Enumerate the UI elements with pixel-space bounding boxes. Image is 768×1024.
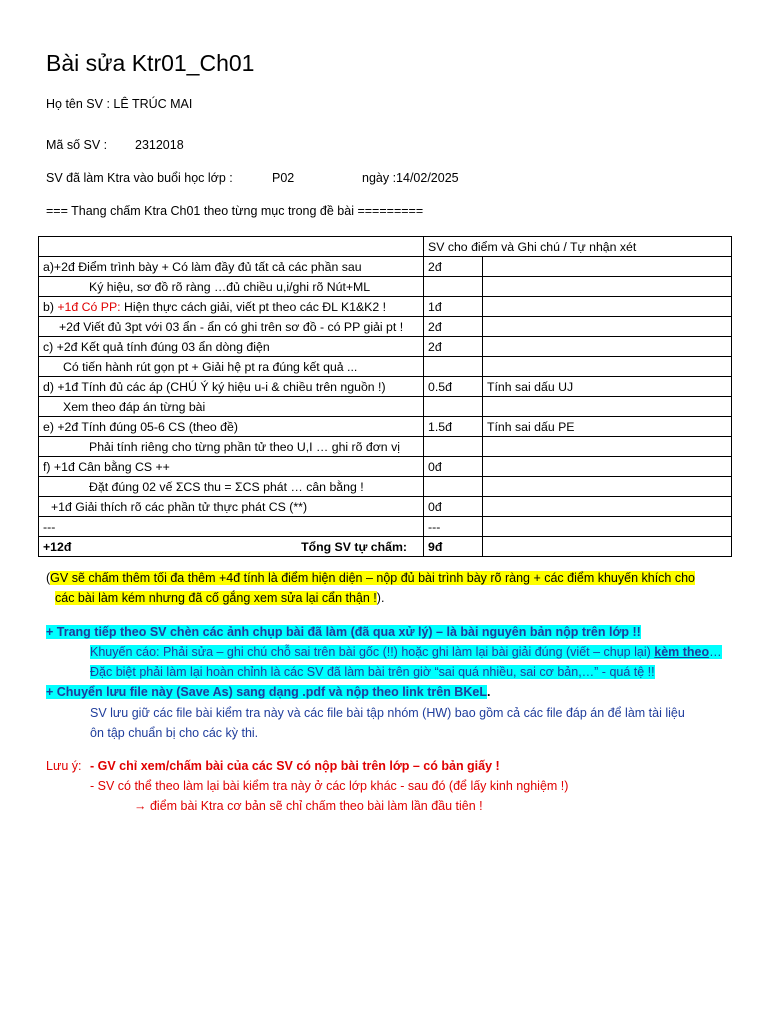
note-cell — [483, 357, 732, 377]
criterion-text: Xem theo đáp án từng bài — [63, 399, 206, 414]
total-max-points: +12đ — [43, 539, 72, 554]
criterion-text: --- — [43, 519, 56, 534]
table-row — [39, 277, 732, 297]
criterion-text: Có tiến hành rút gọn pt + Giải hệ pt ra đúng kết quả ... — [63, 359, 358, 374]
criterion-cell — [39, 277, 424, 297]
instruction-recommendation-end: … — [709, 645, 722, 659]
instruction-redo: Đặc biệt phải làm lại hoàn chỉnh là các SV đã làm bài trên giờ “sai quá nhiều, sai cơ bản,…” - quá tệ !! — [90, 665, 655, 679]
table-row — [39, 517, 732, 537]
score-cell: 1.5đ — [424, 417, 483, 437]
note-yellow-close: ). — [376, 591, 385, 605]
criterion-cell — [39, 377, 424, 397]
total-note-cell — [483, 537, 732, 557]
note-cell — [483, 337, 732, 357]
criterion-text: e) +2đ Tính đúng 05-6 CS (theo đề) — [43, 419, 238, 434]
criterion-text: d) +1đ Tính đủ các áp (CHÚ Ý ký hiệu u-i & chiều trên nguồn !) — [43, 379, 386, 394]
criterion-cell — [39, 477, 424, 497]
criterion-cell — [39, 397, 424, 417]
note-cell — [483, 437, 732, 457]
note-yellow-line1 — [46, 571, 695, 585]
student-id-label: Mã số SV : — [46, 138, 108, 152]
table-row — [39, 297, 732, 317]
date-label: ngày :14/02/2025 — [362, 171, 459, 185]
criterion-cell — [39, 457, 424, 477]
note-cell — [483, 477, 732, 497]
note-cell — [483, 277, 732, 297]
instruction-save-pdf-end: . — [486, 685, 491, 699]
score-cell — [424, 277, 483, 297]
note-cell — [483, 457, 732, 477]
instruction-save-pdf — [46, 685, 490, 699]
table-row — [39, 457, 732, 477]
instruction-keep-files: SV lưu giữ các file bài kiểm tra này và các file bài tập nhóm (HW) bao gồm cả các file đáp án để làm tài liệu — [90, 706, 685, 720]
instruction-review: ôn tập chuẩn bị cho các kỳ thi. — [90, 726, 259, 740]
table-row — [39, 417, 732, 437]
score-cell: 0.5đ — [424, 377, 483, 397]
table-row — [39, 477, 732, 497]
criterion-text: Phải tính riêng cho từng phần tử theo U,I … ghi rõ đơn vị — [89, 439, 400, 454]
table-row — [39, 317, 732, 337]
total-cell — [39, 537, 424, 557]
note-yellow-open: ( — [46, 571, 51, 585]
score-cell: 0đ — [424, 497, 483, 517]
total-label: Tổng SV tự chấm: — [301, 539, 407, 554]
instruction-recommendation — [90, 645, 722, 659]
note-cell — [483, 257, 732, 277]
score-cell: 2đ — [424, 257, 483, 277]
criterion-cell — [39, 517, 424, 537]
student-name-line — [46, 97, 192, 111]
criterion-cell — [39, 297, 424, 317]
instruction-recommendation-underline: kèm theo — [654, 645, 710, 659]
score-cell — [424, 437, 483, 457]
table-row — [39, 397, 732, 417]
table-row — [39, 497, 732, 517]
luu-y-line2: - SV có thể theo làm lại bài kiểm tra này ở các lớp khác - sau đó (để lấy kinh nghiệm !) — [90, 779, 569, 793]
note-cell — [483, 317, 732, 337]
page-title: Bài sửa Ktr01_Ch01 — [46, 50, 255, 76]
score-cell: 0đ — [424, 457, 483, 477]
score-cell — [424, 357, 483, 377]
total-row — [39, 537, 732, 557]
student-name-label: Họ tên SV : — [46, 97, 110, 111]
criterion-text-end: Hiện thực cách giải, viết pt theo các ĐL K1&K2 ! — [120, 299, 387, 314]
criterion-text: c) +2đ Kết quả tính đúng 03 ẩn dòng điện — [43, 339, 270, 354]
criterion-text: Đặt đúng 02 vế ΣCS thu = ΣCS phát … cân bằng ! — [89, 479, 364, 494]
note-yellow-text2: các bài làm kém nhưng đã cố gắng xem sửa lại cẩn thận ! — [55, 591, 377, 605]
instruction-recommendation-text: Khuyến cáo: Phải sửa – ghi chú chỗ sai trên bài gốc (!!) hoặc ghi làm lại bài giải đúng (viết – chụp lại) — [90, 645, 655, 659]
note-cell — [483, 397, 732, 417]
criterion-highlight: +1đ Có PP: — [57, 299, 121, 314]
criterion-cell — [39, 357, 424, 377]
score-cell: --- — [424, 517, 483, 537]
criterion-text: a)+2đ Điểm trình bày + Có làm đầy đủ tất cả các phần sau — [43, 259, 362, 274]
criterion-cell — [39, 317, 424, 337]
instruction-insert-photos: + Trang tiếp theo SV chèn các ảnh chụp bài đã làm (đã qua xử lý) – là bài nguyên bản nộp trên lớp !! — [46, 625, 641, 639]
student-name-value: LÊ TRÚC MAI — [113, 97, 193, 111]
section-header: === Thang chấm Ktra Ch01 theo từng mục trong đề bài ========= — [46, 204, 424, 218]
score-cell: 1đ — [424, 297, 483, 317]
class-value: P02 — [272, 171, 295, 185]
table-row — [39, 437, 732, 457]
luu-y-line1: - GV chỉ xem/chấm bài của các SV có nộp bài trên lớp – có bản giấy ! — [90, 759, 500, 773]
note-yellow-line2 — [55, 591, 384, 605]
note-cell — [483, 497, 732, 517]
note-cell — [483, 297, 732, 317]
note-yellow-text1: GV sẽ chấm thêm tối đa thêm +4đ tính là điểm hiện diện – nộp đủ bài trình bày rõ ràng + các điểm khuyến khích cho — [50, 571, 695, 585]
class-label: SV đã làm Ktra vào buổi học lớp : — [46, 171, 233, 185]
score-cell: 2đ — [424, 337, 483, 357]
criterion-text: +1đ Giải thích rõ các phần tử thực phát CS (**) — [51, 499, 308, 514]
grading-table — [38, 236, 732, 557]
luu-y-line3: → điểm bài Ktra cơ bản sẽ chỉ chấm theo bài làm lần đầu tiên ! — [134, 799, 483, 813]
instruction-save-pdf-text: + Chuyển lưu file này (Save As) sang dạng .pdf và nộp theo link trên BKeL — [46, 685, 487, 699]
criterion-cell — [39, 497, 424, 517]
note-cell: Tính sai dấu UJ — [483, 377, 732, 397]
criterion-text: b) — [43, 299, 58, 314]
table-header-row — [39, 237, 732, 257]
table-row — [39, 337, 732, 357]
table-header-empty — [39, 237, 424, 257]
total-score: 9đ — [424, 537, 483, 557]
criterion-cell — [39, 337, 424, 357]
table-row — [39, 257, 732, 277]
score-cell: 2đ — [424, 317, 483, 337]
note-cell — [483, 517, 732, 537]
criterion-cell — [39, 437, 424, 457]
criterion-cell — [39, 417, 424, 437]
criterion-cell — [39, 257, 424, 277]
criterion-text: Ký hiệu, sơ đồ rõ ràng …đủ chiều u,i/ghi rõ Nút+ML — [89, 279, 371, 294]
luu-y-label: Lưu ý: — [46, 759, 82, 773]
note-cell: Tính sai dấu PE — [483, 417, 732, 437]
table-header-cell: SV cho điểm và Ghi chú / Tự nhận xét — [424, 237, 732, 257]
score-cell — [424, 397, 483, 417]
student-id-value: 2312018 — [135, 138, 184, 152]
score-cell — [424, 477, 483, 497]
table-row — [39, 377, 732, 397]
criterion-text: +2đ Viết đủ 3pt với 03 ẩn - ẩn có ghi trên sơ đồ - có PP giải pt ! — [59, 319, 404, 334]
criterion-text: f) +1đ Cân bằng CS ++ — [43, 459, 170, 474]
table-row — [39, 357, 732, 377]
